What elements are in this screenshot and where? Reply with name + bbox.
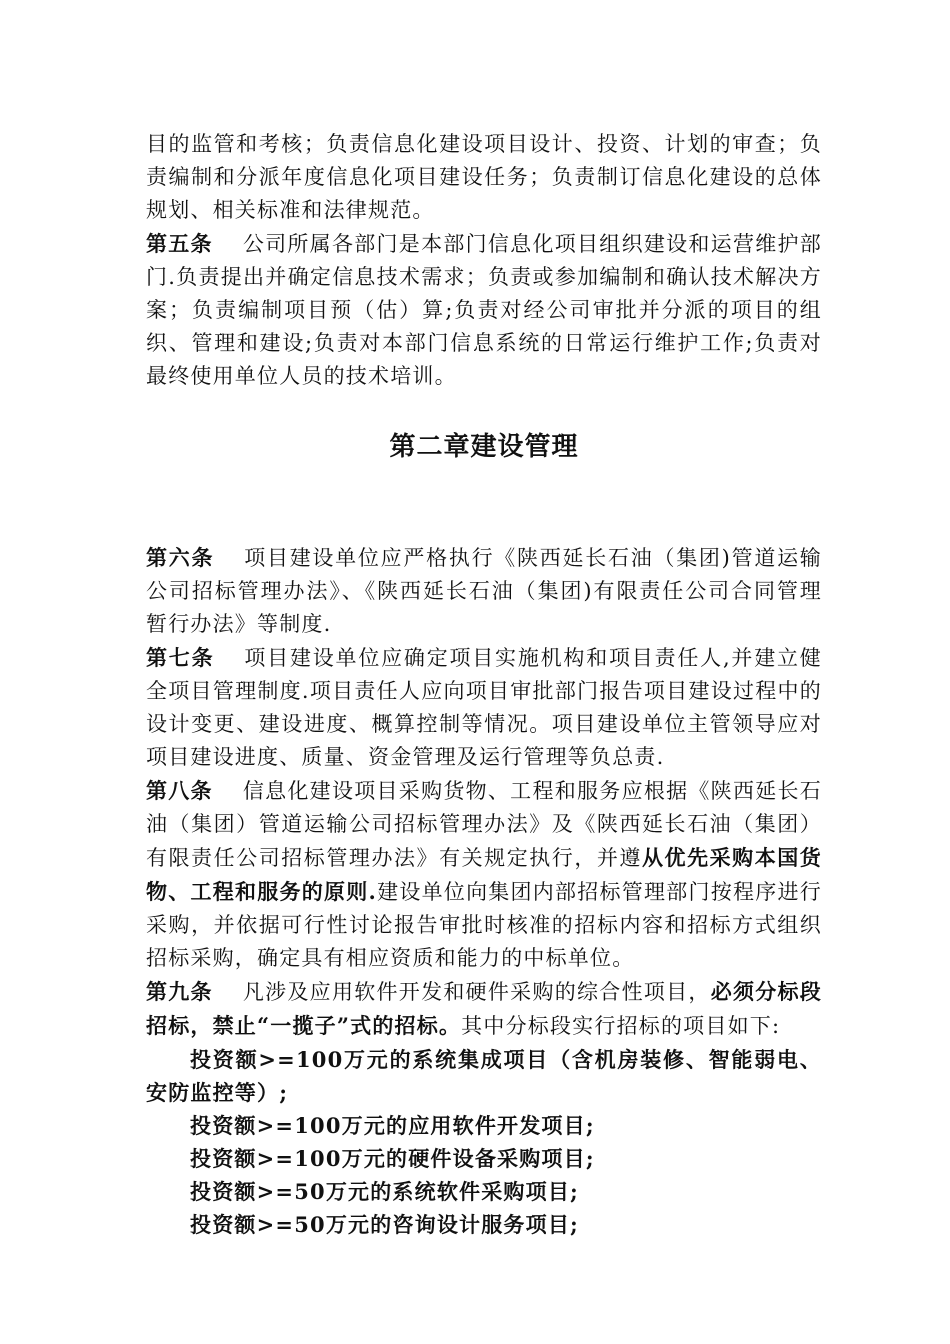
article-5 (146, 227, 822, 393)
article-6 (146, 541, 822, 641)
article-7 (146, 641, 822, 774)
paragraph-continued: 目的监管和考核；负责信息化建设项目设计、投资、计划的审查；负责编制和分派年度信息化项目建设任务；负责制订信息化建设的总体规划、相关标准和法律规范。 (146, 132, 822, 222)
article-emphasis: 必须分标段招标，禁止“一揽子”式的招标。 (146, 979, 822, 1038)
spacer (146, 467, 822, 541)
article-label: 第九条 (146, 979, 213, 1004)
list-item: 投资额>=100万元的应用软件开发项目; (190, 1113, 595, 1138)
article-label: 第六条 (146, 545, 215, 570)
list-item: 投资额>=50万元的系统软件采购项目; (190, 1179, 579, 1204)
article-label: 第七条 (146, 645, 215, 670)
article-emphasis: 从优先采购本国货物、工程和服务的原则. (146, 845, 822, 904)
list-item: 投资额>=100万元的系统集成项目（含机房装修、智能弱电、安防监控等）; (146, 1047, 822, 1105)
article-8 (146, 774, 822, 975)
chapter-heading: 第二章建设管理 (389, 432, 579, 462)
document-page (146, 128, 822, 1241)
article-label: 第五条 (146, 231, 213, 256)
article-label: 第八条 (146, 778, 213, 803)
article-text-tail: 其中分标段实行招标的项目如下: (461, 1014, 781, 1038)
article-text: 公司所属各部门是本部门信息化项目组织建设和运营维护部门.负责提出并确定信息技术需求；负责或参加编制和确认技术解决方案；负责编制项目预（估）算;负责对经公司审批并分派的项目的组织、管理和建设;负责对本部门信息系统的日常运行维护工作;负责对最终使用单位人员的技术培训。 (146, 232, 822, 388)
article-9 (146, 975, 822, 1043)
article-text: 项目建设单位应严格执行《陕西延长石油（集团)管道运输公司招标管理办法》、《陕西延长石油（集团)有限责任公司合同管理暂行办法》等制度. (146, 546, 823, 636)
article-text: 项目建设单位应确定项目实施机构和项目责任人,并建立健全项目管理制度.项目责任人应向项目审批部门报告项目建设过程中的设计变更、建设进度、概算控制等情况。项目建设单位主管领导应对项目建设进度、质量、资金管理及运行管理等负总责. (146, 646, 822, 769)
article-text-tail: 建设单位向集团内部招标管理部门按程序进行采购，并依据可行性讨论报告审批时核准的招标内容和招标方式组织招标采购，确定具有相应资质和能力的中标单位。 (146, 880, 823, 970)
article-text: 信息化建设项目采购货物、工程和服务应根据《陕西延长石油（集团）管道运输公司招标管理办法》及《陕西延长石油（集团）有限责任公司招标管理办法》有关规定执行，并遵 (146, 779, 822, 870)
list-item: 投资额>=100万元的硬件设备采购项目; (190, 1146, 595, 1171)
article-text: 凡涉及应用软件开发和硬件采购的综合性项目， (242, 980, 711, 1004)
list-item: 投资额>=50万元的咨询设计服务项目; (190, 1212, 579, 1237)
